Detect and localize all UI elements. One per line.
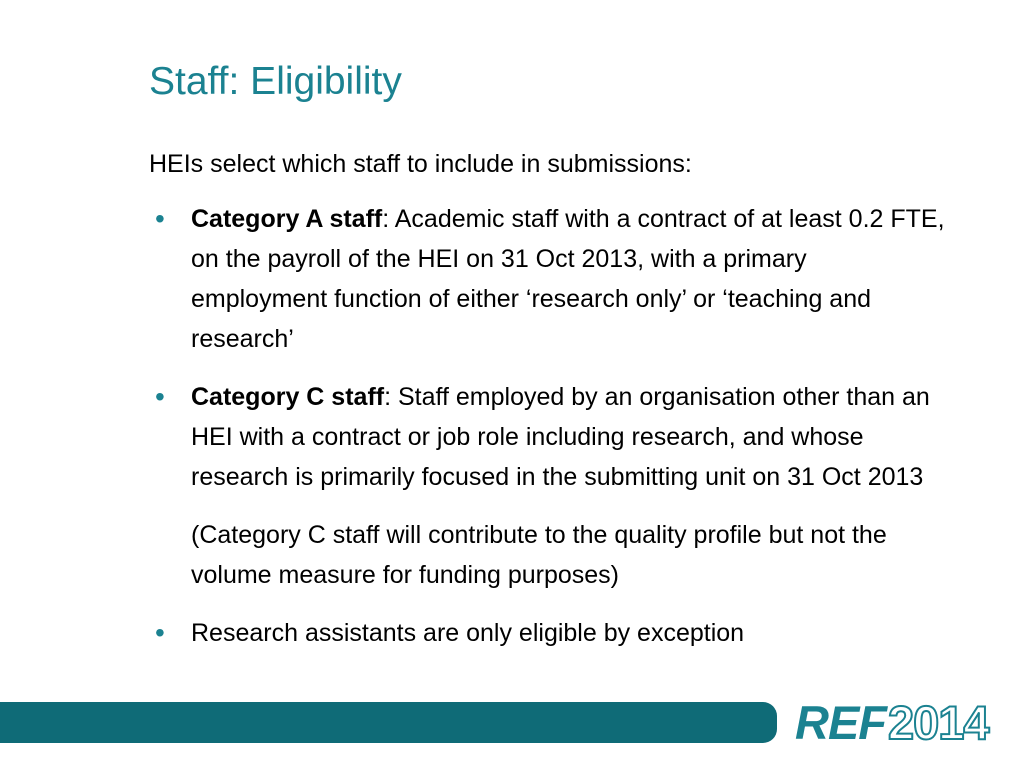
category-c-note: (Category C staff will contribute to the quality profile but not the volume measure for funding purposes) (191, 521, 887, 589)
bullet-term: Category C staff (191, 383, 385, 411)
slide-title: Staff: Eligibility (149, 60, 402, 103)
slide-content (149, 144, 949, 671)
bullet-text: : Staff employed by an organisation other than an HEI with a contract or job role including research, and whose research is primarily focused in the submitting unit on 31 Oct 2013 (191, 383, 930, 491)
intro-text: HEIs select which staff to include in submissions: (149, 150, 692, 178)
bullet-text: : Academic staff with a contract of at least 0.2 FTE, on the payroll of the HEI on 31 Oct 2013, with a primary employment function of either ‘research only’ or ‘teaching and research’ (191, 205, 945, 353)
bullet-icon (155, 613, 165, 653)
footer-bar (0, 702, 777, 743)
bullet-icon (155, 199, 165, 239)
bullet-text: Research assistants are only eligible by exception (191, 619, 745, 647)
bullet-term: Category A staff (191, 205, 383, 233)
bullet-icon (155, 377, 165, 417)
bullet-category-a (149, 199, 949, 359)
ref2014-logo (795, 696, 989, 749)
logo-ref-text: REF (795, 696, 886, 749)
logo-year-text: 2014 (888, 696, 989, 749)
bullet-category-c (149, 377, 949, 497)
bullet-research-assistants (149, 613, 949, 653)
